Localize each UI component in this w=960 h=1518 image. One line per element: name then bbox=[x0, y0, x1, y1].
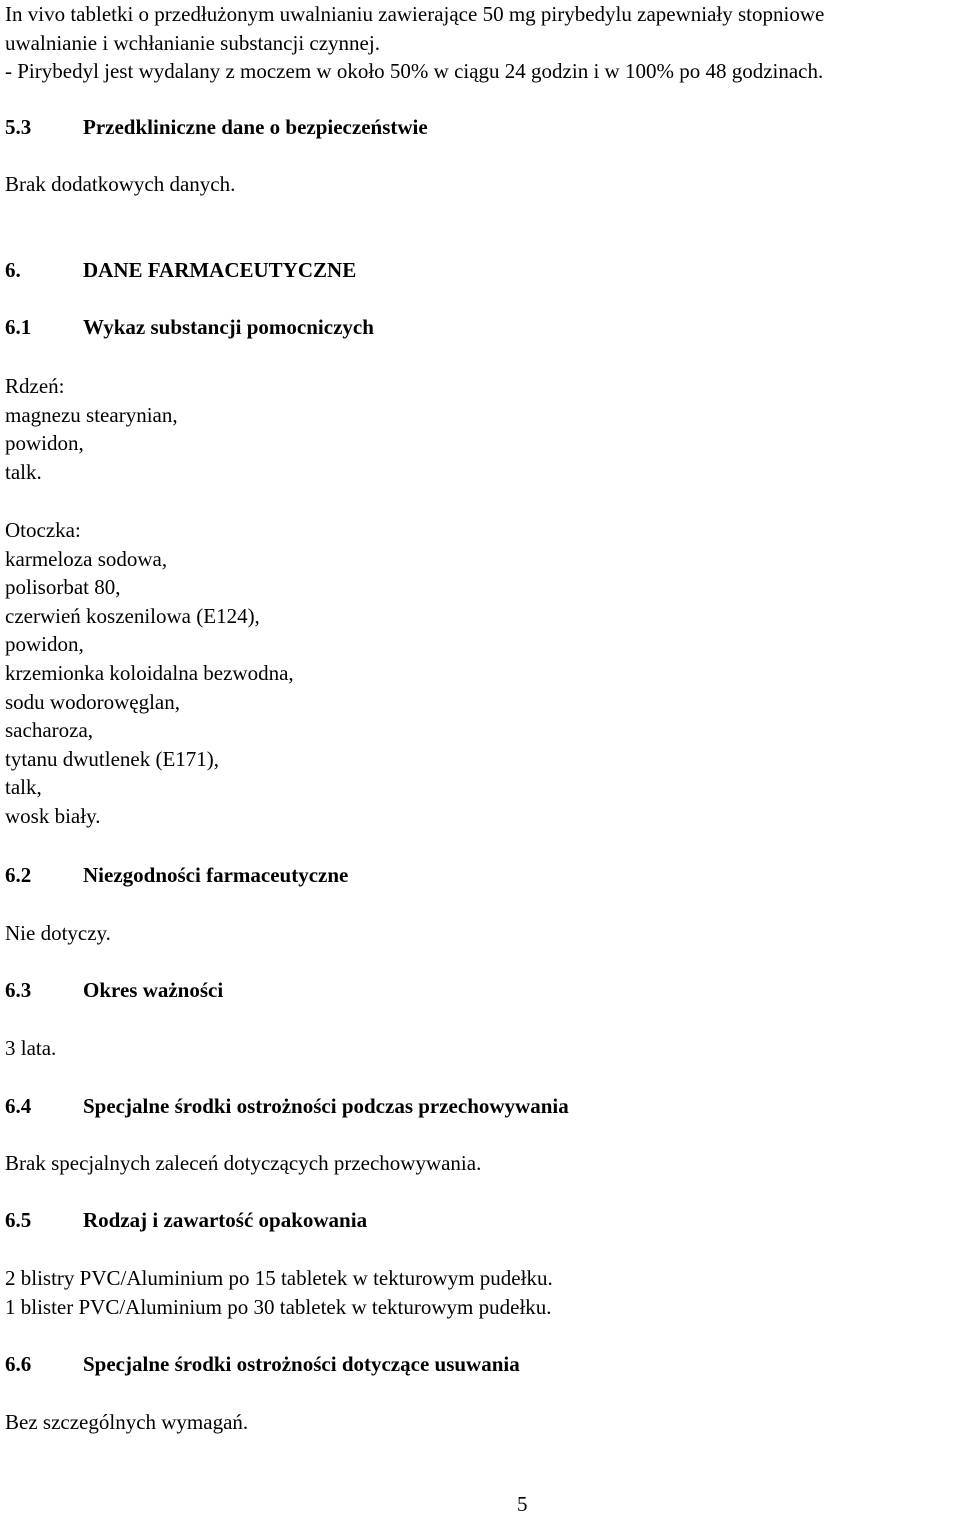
list-item: sacharoza, bbox=[5, 718, 94, 743]
section-heading-6-3 bbox=[5, 976, 223, 1004]
list-item: talk, bbox=[5, 775, 42, 800]
list-item: magnezu stearynian, bbox=[5, 402, 178, 427]
list-item: polisorbat 80, bbox=[5, 575, 121, 600]
list-item: talk. bbox=[5, 459, 42, 484]
intro-line: uwalnianie i wchłanianie substancji czynnej. bbox=[5, 30, 380, 55]
section-title: DANE FARMACEUTYCZNE bbox=[83, 258, 357, 282]
core-label: Rdzeń: bbox=[5, 374, 65, 398]
package-line: 2 blistry PVC/Aluminium po 15 tabletek w tekturowym pudełku. bbox=[5, 1266, 553, 1290]
section-title: Okres ważności bbox=[83, 978, 224, 1002]
section-number: 5.3 bbox=[5, 115, 32, 139]
intro-paragraph bbox=[5, 0, 824, 86]
package-line: 1 blister PVC/Aluminium po 30 tabletek w tekturowym pudełku. bbox=[5, 1294, 552, 1319]
coating-label: Otoczka: bbox=[5, 518, 81, 542]
intro-line: - Pirybedyl jest wydalany z moczem w około 50% w ciągu 24 godzin i w 100% po 48 godzinach. bbox=[5, 59, 824, 84]
list-item: powidon, bbox=[5, 632, 84, 657]
section-heading-5-3 bbox=[5, 113, 428, 141]
section-heading-6-5 bbox=[5, 1206, 367, 1234]
section-heading-6-2 bbox=[5, 861, 348, 889]
section-number: 6.2 bbox=[5, 863, 32, 887]
section-body-6-4: Brak specjalnych zaleceń dotyczących przechowywania. bbox=[5, 1151, 482, 1175]
list-item: czerwień koszenilowa (E124), bbox=[5, 603, 260, 628]
section-body-6-3: 3 lata. bbox=[5, 1036, 57, 1060]
section-number: 6.1 bbox=[5, 315, 32, 339]
section-title: Przedkliniczne dane o bezpieczeństwie bbox=[83, 115, 428, 139]
section-title: Specjalne środki ostrożności dotyczące usuwania bbox=[83, 1352, 520, 1376]
list-item: karmeloza sodowa, bbox=[5, 546, 168, 571]
section-heading-6-1 bbox=[5, 313, 374, 341]
list-item: wosk biały. bbox=[5, 803, 101, 828]
section-body-6-6: Bez szczególnych wymagań. bbox=[5, 1410, 249, 1434]
list-item: powidon, bbox=[5, 431, 84, 456]
section-heading-6 bbox=[5, 256, 356, 284]
section-number: 6.4 bbox=[5, 1094, 32, 1118]
section-title: Wykaz substancji pomocniczych bbox=[83, 315, 374, 339]
section-heading-6-4 bbox=[5, 1092, 569, 1120]
section-number: 6. bbox=[5, 258, 21, 282]
core-excipients-list bbox=[5, 372, 178, 486]
list-item: sodu wodorowęglan, bbox=[5, 689, 180, 714]
section-body-5-3: Brak dodatkowych danych. bbox=[5, 172, 236, 196]
page-number: 5 bbox=[517, 1492, 528, 1516]
section-title: Specjalne środki ostrożności podczas przechowywania bbox=[83, 1094, 569, 1118]
section-heading-6-6 bbox=[5, 1350, 520, 1378]
section-number: 6.3 bbox=[5, 978, 32, 1002]
intro-line: In vivo tabletki o przedłużonym uwalnianiu zawierające 50 mg pirybedylu zapewniały stopniowe bbox=[5, 2, 825, 26]
section-body-6-5 bbox=[5, 1264, 553, 1321]
section-number: 6.5 bbox=[5, 1208, 32, 1232]
section-title: Rodzaj i zawartość opakowania bbox=[83, 1208, 368, 1232]
section-number: 6.6 bbox=[5, 1352, 32, 1376]
section-body-6-2: Nie dotyczy. bbox=[5, 921, 111, 945]
coating-excipients-list bbox=[5, 516, 294, 831]
list-item: krzemionka koloidalna bezwodna, bbox=[5, 660, 294, 685]
list-item: tytanu dwutlenek (E171), bbox=[5, 746, 220, 771]
section-title: Niezgodności farmaceutyczne bbox=[83, 863, 349, 887]
